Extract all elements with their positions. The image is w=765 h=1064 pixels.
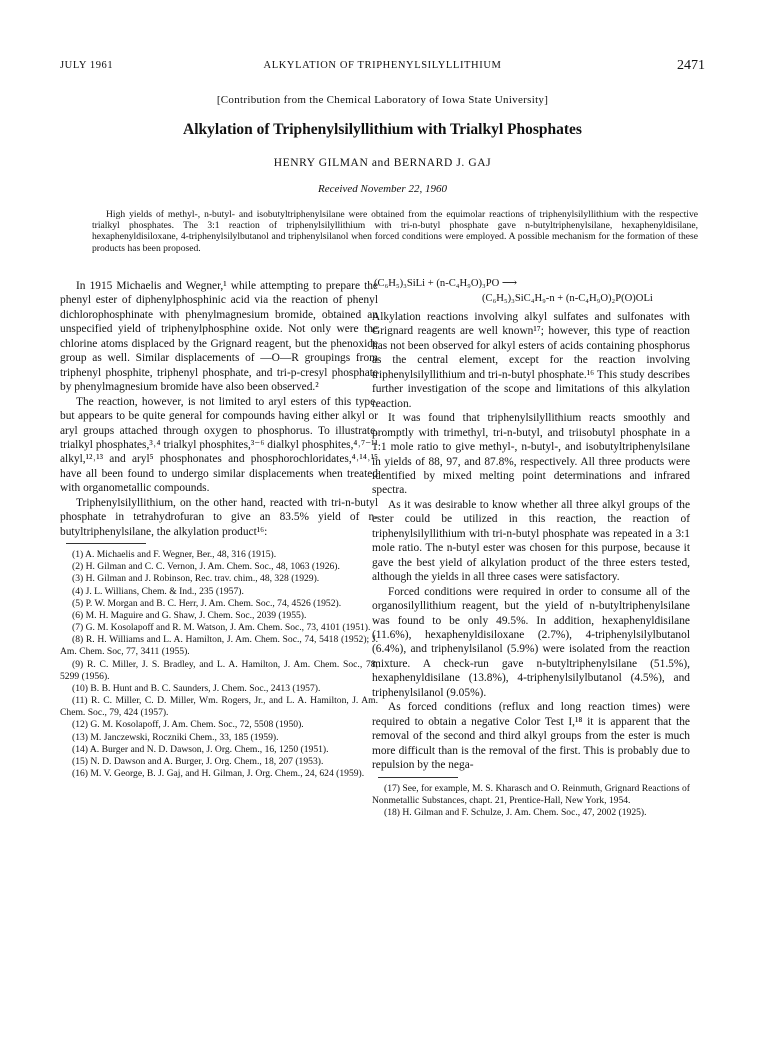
footnote-rule [378,777,458,778]
footnote: (10) B. B. Hunt and B. C. Saunders, J. Chem. Soc., 2413 (1957). [72,682,321,694]
footnote: (14) A. Burger and N. D. Dawson, J. Org. Chem., 16, 1250 (1951). [72,743,329,755]
footnote: (7) G. M. Kosolapoff and R. M. Watson, J. Am. Chem. Soc., 73, 4101 (1951). [72,622,371,634]
footnote: (8) R. H. Williams and L. A. Hamilton, J. Am. Chem. Soc., 74, 5418 (1952); J. Am. Chem. Soc, 77, 3411 (1955). [60,634,378,658]
footnote: (13) M. Janczewski, Roczniki Chem., 33, 185 (1959). [72,731,279,743]
running-title: ALKYLATION OF TRIPHENYLSILYLLITHIUM [263,60,502,71]
footnote: (18) H. Gilman and F. Schulze, J. Am. Chem. Soc., 47, 2002 (1925). [384,806,647,818]
footnote: (1) A. Michaelis and F. Wegner, Ber., 48, 316 (1915). [72,549,277,561]
running-head [60,60,705,76]
equation-products: (C₆H₅)₃SiC₄H₉-n + (n-C₄H₉O)₂P(O)OLi [482,292,653,304]
contribution-line: [Contribution from the Chemical Laboratory of Iowa State University] [216,94,549,106]
footnote: (4) J. L. Willians, Chem. & Ind., 235 (1957). [72,585,244,597]
body-paragraph: Triphenylsilyllithium, on the other hand, reacted with tri-n-butyl phosphate in tetrahydrofuran to give an 83.5% yield of n-butyltriphenylsilane, the alkylation product¹⁶: [60,496,378,538]
page-number: 2471 [677,58,705,73]
right-column [372,279,690,819]
footnote: (6) M. H. Maguire and G. Shaw, J. Chem. Soc., 2039 (1955). [72,609,307,621]
footnote: (9) R. C. Miller, J. S. Bradley, and L. A. Hamilton, J. Am. Chem. Soc., 78, 5299 (1956). [60,658,378,682]
footnote: (17) See, for example, M. S. Kharasch and O. Reinmuth, Grignard Reactions of Nonmetallic Substances, chapt. 21, Prentice-Hall, New York, 1954. [372,782,690,806]
body-paragraph: In 1915 Michaelis and Wegner,¹ while attempting to prepare the phenyl ester of diphenylphosphinic acid via the reaction of phenyl dichlorophosphinate with phenylmagnesium bromide, obtained an unspecified yield of triphenylphosphine oxide. Not only were the chlorine atoms displaced by the Grignard reagent, but the phenoxide group as well. Similar displacements of —O—R groupings from triphenyl phosphite, triphenyl phosphate, and tri-p-cresyl phosphate by phenylmagnesium bromide have also been observed.² [60,280,378,394]
footnote-rule [66,543,146,544]
footnote: (12) G. M. Kosolapoff, J. Am. Chem. Soc., 72, 5508 (1950). [72,719,304,731]
body-paragraph: As forced conditions (reflux and long reaction times) were required to obtain a negative Color Test I,¹⁸ it is apparent that the removal of the second and third alkyl groups from the ester is much more difficult than is the removal of the first. This is probably due to repulsion by the nega- [372,701,690,772]
received-date: Received November 22, 1960 [318,183,447,195]
footnote: (16) M. V. George, B. J. Gaj, and H. Gilman, J. Org. Chem., 24, 624 (1959). [72,767,365,779]
abstract: High yields of methyl-, n-butyl- and isobutyltriphenylsilane were obtained from the equimolar reactions of triphenylsilyllithium with the respective trialkyl phosphates. The 3:1 reaction of triphenylsilyllithium with tri-n-butyl phosphate gave n-butyltriphenylsilane, hexaphenyldisilane, hexaphenyldisiloxane, 4-triphenylsilylbutanol and triphenylsilanol when forced conditions were employed. A possible mechanism for the formation of these products has been proposed. [92,209,698,254]
footnote: (2) H. Gilman and C. C. Vernon, J. Am. Chem. Soc., 48, 1063 (1926). [72,561,340,573]
body-paragraph: The reaction, however, is not limited to aryl esters of this type, but appears to be quite general for compounds having either alkyl or aryl groups attached through oxygen to phosphorus. To illustrate, trialkyl phosphates,³˒⁴ trialkyl phosphites,³⁻⁶ dialkyl phosphites,⁴˒⁷⁻¹¹ alkyl,¹²˒¹³ and aryl⁵ phosphonates and phosphorochloridates,⁴˒¹⁴˒¹⁵ have all been found to undergo similar displacements when treated with organometallic compounds. [60,395,378,495]
author-line: HENRY GILMAN and BERNARD J. GAJ [273,157,492,169]
body-paragraph: It was found that triphenylsilyllithium reacts smoothly and promptly with trimethyl, tri-n-butyl, and triisobutyl phosphate in a 1:1 mole ratio to give methyl-, n-butyl-, and isobutyltriphenylsilane in yields of 88, 97, and 87.8%, respectively. All three products were identified by mixed melting point determinations and infrared spectra. [372,412,690,497]
body-paragraph: Alkylation reactions involving alkyl sulfates and sulfonates with Grignard reagents are well known¹⁷; however, this type of reaction has not been observed for alkyl esters of acids containing phosphorus as the central element, except for the reaction involving triphenylsilyllithium and tri-n-butyl phosphate.¹⁶ This study describes further investigation of the scope and limitations of this alkylation reaction. [372,311,690,410]
left-column [60,279,378,780]
footnote: (15) N. D. Dawson and A. Burger, J. Org. Chem., 18, 207 (1953). [72,755,324,767]
footnotes-right [372,783,690,819]
issue-date: JULY 1961 [60,60,114,71]
equation-reactants: (C₆H₅)₃SiLi + (n-C₄H₉O)₃PO ⟶ [374,278,518,289]
article-title: Alkylation of Triphenylsilyllithium with Trialkyl Phosphates [183,121,582,138]
footnote: (3) H. Gilman and J. Robinson, Rec. trav. chim., 48, 328 (1929). [72,573,320,585]
footnotes-left [60,549,378,780]
footnote: (11) R. C. Miller, C. D. Miller, Wm. Rogers, Jr., and L. A. Hamilton, J. Am. Chem. Soc., 79, 424 (1957). [60,695,378,719]
body-paragraph: As it was desirable to know whether all three alkyl groups of the ester could be utilized in this reaction, the reaction of triphenylsilyllithium with tri-n-butyl phosphate was repeated in a 3:1 mole ratio. The n-butyl ester was chosen for this purpose, because it gave the best yield of alkylation product of the three esters tested, although the yields in all three cases were satisfactory. [372,498,690,584]
reaction-equation [374,277,690,306]
footnote: (5) P. W. Morgan and B. C. Herr, J. Am. Chem. Soc., 74, 4526 (1952). [72,597,342,609]
body-paragraph: Forced conditions were required in order to consume all of the organosilyllithium reagent, but the yield of n-butyltriphenylsilane was found to be only 49.5%. In addition, hexaphenyldisilane (11.6%), hexaphenyldisiloxane (2.7%), 4-triphenylsilylbutanol (6.4%), and triphenylsilanol (5.9%) were isolated from the reaction mixture. A check-run gave n-butyltriphenylsilane (51.5%), hexaphenyldisilane (13.8%), 4-triphenylsilylbutanol (4.5%), and triphenylsilanol (9.05%). [372,585,690,699]
